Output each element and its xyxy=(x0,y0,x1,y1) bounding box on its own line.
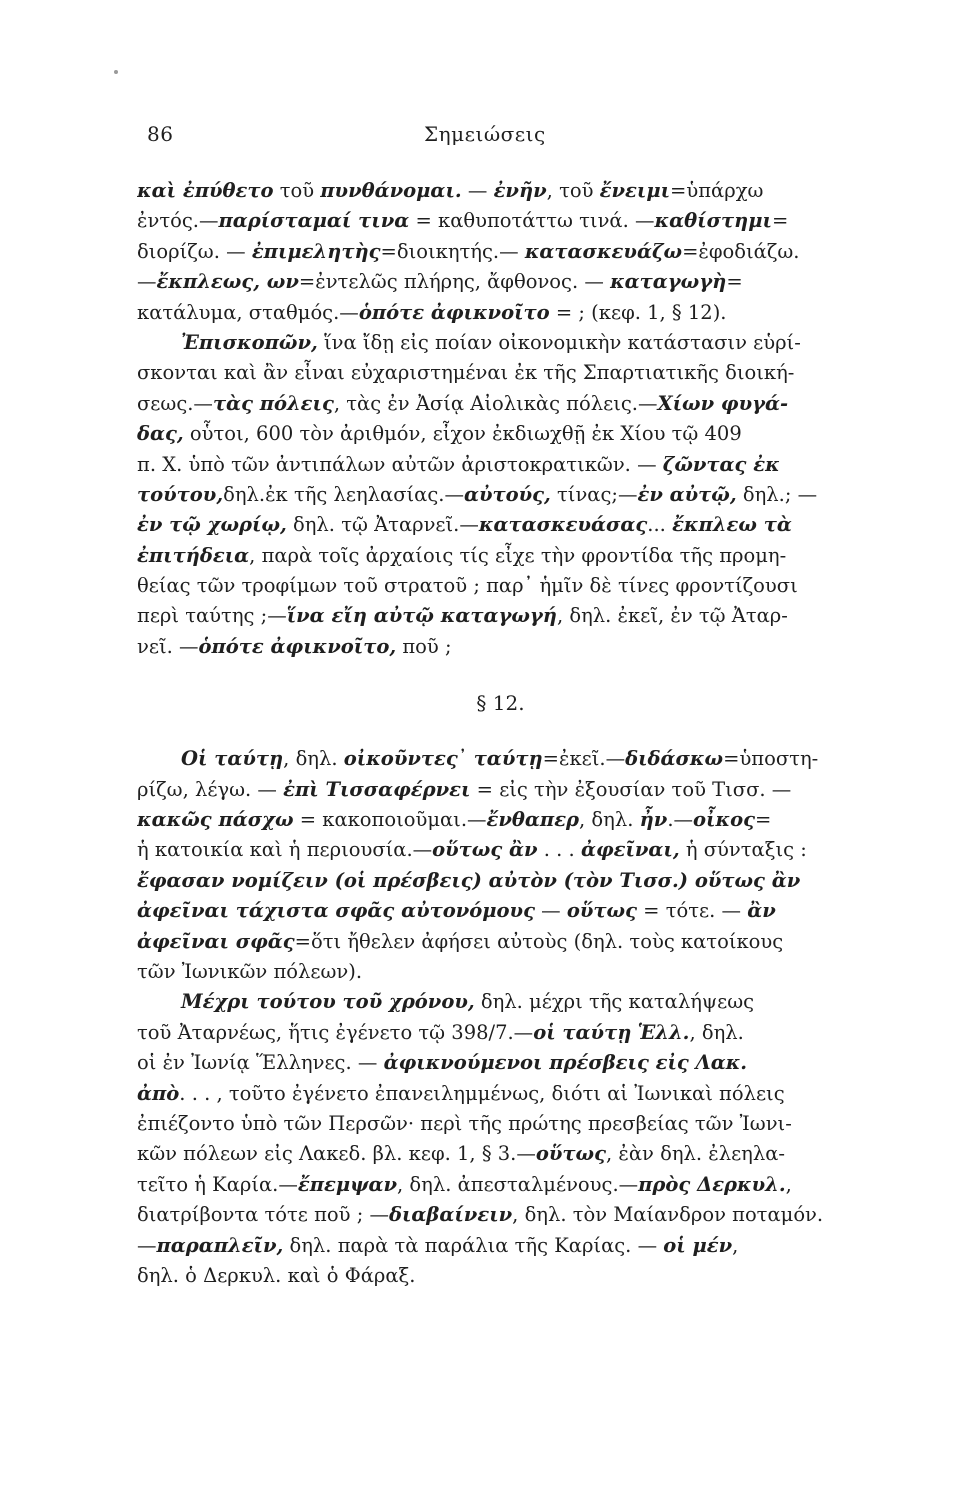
glossed-term: οἱ ταύτῃ xyxy=(533,1020,632,1044)
glossed-term: τὰς πόλεις xyxy=(212,391,334,415)
gloss-text: .— xyxy=(667,808,694,832)
gloss-text: , δηλ. xyxy=(689,1020,744,1044)
gloss-text: δηλ.; — xyxy=(736,482,818,506)
glossed-term: ἔνθαπερ xyxy=(486,808,580,832)
text-line xyxy=(137,298,849,328)
gloss-text: =ἐκεῖ.— xyxy=(542,747,626,771)
gloss-text: διορίζω. — xyxy=(137,239,252,263)
text-line xyxy=(137,480,849,510)
gloss-text: , παρὰ τοῖς ἀρχαίοις τίς εἶχε τὴν φροντίδα τῆς προμη- xyxy=(249,543,787,567)
spacer xyxy=(137,662,849,680)
text-line xyxy=(137,328,849,358)
glossed-term: οἶκος xyxy=(693,808,755,832)
gloss-text: ᾽ xyxy=(457,747,474,771)
gloss-text: ποῦ ; xyxy=(396,634,452,658)
gloss-text: = καθυποτάττω τινά. — xyxy=(409,209,655,233)
glossed-term: ἐνῆν xyxy=(493,179,547,202)
text-line xyxy=(137,1231,849,1261)
gloss-text: τοῦ xyxy=(273,179,321,202)
text-line xyxy=(137,896,849,926)
gloss-text: , xyxy=(732,1233,739,1257)
glossed-term: ζῶντας ἐκ xyxy=(662,452,780,476)
section-mark: § 12. xyxy=(476,691,525,716)
gloss-text: ἵνα ἴδῃ εἰς ποίαν οἰκονομικὴν κατάστασιν εὑρί- xyxy=(317,330,801,354)
glossed-term: Μέχρι τούτου τοῦ χρόνου, xyxy=(181,990,475,1014)
glossed-term: κατασκευάζω xyxy=(524,239,683,263)
text-line xyxy=(137,1200,849,1230)
gloss-text: οἱ ἐν Ἰωνίᾳ Ἕλληνες. — xyxy=(137,1051,384,1075)
glossed-term: ἀφεῖναι, xyxy=(580,838,680,862)
glossed-term: οὕτως xyxy=(566,899,637,923)
glossed-term: οὕτως xyxy=(535,1142,606,1166)
glossed-term: ὁπότε ἀφικνοῖτο xyxy=(358,300,550,324)
gloss-text: = xyxy=(771,209,789,233)
page-number: 86 xyxy=(147,122,174,146)
gloss-text: ἐντός.— xyxy=(137,209,219,233)
spacer xyxy=(137,726,849,744)
glossed-term: ὁπότε ἀφικνοῖτο, xyxy=(198,634,397,658)
text-line xyxy=(137,389,849,419)
page-header xyxy=(147,122,847,154)
glossed-term: ἦν xyxy=(639,808,668,832)
text-line xyxy=(137,601,849,631)
glossed-term: ἀφικνούμενοι πρέσβεις εἰς Λακ. xyxy=(383,1051,748,1075)
gloss-text: π. Χ. ὑπὸ τῶν ἀντιπάλων αὐτῶν ἀριστοκρατικῶν. — xyxy=(137,452,663,476)
glossed-term: ἂν xyxy=(747,899,776,923)
gloss-text: = ; (κεφ. 1, § 12). xyxy=(549,300,727,324)
gloss-text: δηλ. μέχρι τῆς καταλήψεως xyxy=(474,990,755,1014)
gloss-text: , ἐὰν δηλ. ἐλεηλα- xyxy=(606,1142,785,1166)
glossed-term: ἐπιμελητὴς xyxy=(251,239,381,263)
glossed-term: δας, xyxy=(137,422,184,446)
text-line xyxy=(137,775,849,805)
gloss-text: τῶν Ἰωνικῶν πόλεων). xyxy=(137,959,363,983)
gloss-text: ἡ σύνταξις : xyxy=(679,838,807,862)
gloss-text: = xyxy=(726,270,743,294)
text-line xyxy=(137,1048,849,1078)
gloss-text: δηλ. παρὰ τὰ παράλια τῆς Καρίας. — xyxy=(283,1233,664,1257)
glossed-term: κατασκευάσας xyxy=(478,513,648,537)
glossed-term: πρὸς Δερκυλ. xyxy=(638,1172,786,1196)
gloss-text: , τὰς ἐν Ἀσίᾳ Αἰολικὰς πόλεις.— xyxy=(333,391,658,415)
gloss-text: , xyxy=(785,1172,792,1196)
running-title: Σημειώσεις xyxy=(424,122,546,146)
gloss-text: τεῖτο ἡ Καρία.— xyxy=(137,1172,298,1196)
glossed-term: οἰκοῦντες xyxy=(343,747,458,771)
gloss-text: δηλ.ἐκ τῆς λεηλασίας.— xyxy=(223,482,464,506)
text-line xyxy=(137,987,849,1017)
gloss-text: — xyxy=(534,899,567,923)
gloss-text: θείας τῶν τροφίμων τοῦ στρατοῦ ; παρ᾽ ἡμῖν δὲ τίνες φροντίζουσι xyxy=(137,574,798,598)
glossed-term: ἐν τῷ χωρίῳ, xyxy=(137,513,287,537)
gloss-text: , δηλ. ἀπεσταλμένους.— xyxy=(397,1172,639,1196)
text-line xyxy=(137,450,849,480)
notes-part-2 xyxy=(137,744,849,1291)
gloss-text: τοῦ Ἀταρνέως, ἥτις ἐγένετο τῷ 398/7.— xyxy=(137,1020,534,1044)
glossed-term: ἔνειμι xyxy=(599,179,671,202)
gloss-text: =ἐφοδιάζω. xyxy=(682,239,800,263)
glossed-term: παραπλεῖν, xyxy=(156,1233,284,1257)
glossed-term: ταύτῃ xyxy=(473,747,543,771)
text-line xyxy=(137,541,849,571)
gloss-text: σεως.— xyxy=(137,391,213,415)
text-line xyxy=(137,1079,849,1109)
gloss-text: , δηλ. τὸν Μαίανδρον ποταμόν. xyxy=(512,1203,824,1227)
text-line xyxy=(137,267,849,297)
glossed-term: Ἐπισκοπῶν, xyxy=(181,330,318,354)
glossed-term: Οἱ ταύτῃ xyxy=(181,747,284,771)
gloss-text: =ὅτι ἤθελεν ἀφήσει αὐτοὺς (δηλ. τοὺς κατοίκους xyxy=(294,929,784,953)
gloss-text: νεῖ. — xyxy=(137,634,199,658)
text-line xyxy=(137,1170,849,1200)
text-line xyxy=(137,1109,849,1139)
text-line xyxy=(137,744,849,774)
text-line xyxy=(137,237,849,267)
glossed-term: ἀφεῖναι τάχιστα σφᾶς αὐτονόμους xyxy=(137,899,535,923)
glossed-term: ἔφασαν νομίζειν (οἱ πρέσβεις) αὐτὸν (τὸν Τισσ.) οὕτως ἂν xyxy=(137,868,801,892)
text-line xyxy=(137,1018,849,1048)
glossed-term: παρίσταμαί τινα xyxy=(218,209,410,233)
gloss-text: , δηλ. xyxy=(283,747,344,771)
gloss-text: — xyxy=(137,1233,157,1257)
text-line xyxy=(137,510,849,540)
gloss-text: περὶ ταύτης ;— xyxy=(137,604,287,628)
glossed-term: Ἑλλ. xyxy=(637,1020,690,1044)
gloss-text: = εἰς τὴν ἐξουσίαν τοῦ Τισσ. — xyxy=(470,777,792,801)
text-line xyxy=(137,866,849,896)
text-line xyxy=(137,571,849,601)
glossed-term: Χίων φυγά- xyxy=(657,391,789,415)
glossed-term: ἵνα εἴη αὐτῷ καταγωγή xyxy=(286,604,557,628)
gloss-text: = τότε. — xyxy=(636,899,748,923)
text-line xyxy=(137,206,849,236)
gloss-text: οὗτοι, 600 τὸν ἀριθμόν, εἶχον ἐκδιωχθῇ ἐκ Χίου τῷ 409 xyxy=(183,422,742,446)
glossed-term: ἔκπλεω τὰ xyxy=(672,513,792,537)
glossed-term: ἀπὸ xyxy=(137,1081,180,1105)
glossed-term: ἀφεῖναι σφᾶς xyxy=(137,929,295,953)
gloss-text: , τοῦ xyxy=(546,179,600,202)
gloss-text: — xyxy=(137,270,157,294)
glossed-term: κακῶς πάσχω xyxy=(137,808,294,832)
glossed-term: καὶ ἐπύθετο xyxy=(137,179,274,202)
gloss-text: ἐπιέζοντο ὑπὸ τῶν Περσῶν· περὶ τῆς πρώτης πρεσβείας τῶν Ἰωνι- xyxy=(137,1111,792,1135)
gloss-text: =ὑποστη- xyxy=(723,747,819,771)
gloss-text: , δηλ. xyxy=(579,808,640,832)
gloss-text: διατρίβοντα τότε ποῦ ; — xyxy=(137,1203,389,1227)
text-line xyxy=(137,358,849,388)
gloss-text: =ὑπάρχω xyxy=(670,179,764,202)
glossed-term: οὕτως ἂν xyxy=(432,838,538,862)
glossed-term: τούτου, xyxy=(137,482,224,506)
glossed-term: διαβαίνειν xyxy=(388,1203,513,1227)
gloss-text: κῶν πόλεων εἰς Λακεδ. βλ. κεφ. 1, § 3.— xyxy=(137,1142,536,1166)
glossed-term: οἱ μέν xyxy=(663,1233,733,1257)
gloss-text: = κακοποιοῦμαι.— xyxy=(293,808,487,832)
glossed-term: αὐτούς, xyxy=(463,482,551,506)
gloss-text: ρίζω, λέγω. — xyxy=(137,777,284,801)
glossed-term: ἐπιτήδεια xyxy=(137,543,250,567)
notes-part-1 xyxy=(137,176,849,662)
gloss-text: τίνας;— xyxy=(550,482,638,506)
text-line xyxy=(137,1261,849,1291)
gloss-text: , δηλ. ἐκεῖ, ἐν τῷ Ἀταρ- xyxy=(556,604,788,628)
text-line xyxy=(137,835,849,865)
gloss-text: ἡ κατοικία καὶ ἡ περιουσία.— xyxy=(137,838,433,862)
glossed-term: διδάσκω xyxy=(625,747,724,771)
text-line xyxy=(137,805,849,835)
gloss-text: σκονται καὶ ἂν εἶναι εὐχαριστημέναι ἐκ τῆς Σπαρτιατικῆς διοική- xyxy=(137,361,795,385)
notes-text xyxy=(137,176,849,1291)
text-line xyxy=(137,176,849,206)
text-line xyxy=(137,927,849,957)
gloss-text: =διοικητής.— xyxy=(380,239,525,263)
glossed-term: ἐν αὐτῷ, xyxy=(637,482,737,506)
glossed-term: ἔκπλεως, ων xyxy=(156,270,299,294)
glossed-term: ἐπὶ Τισσαφέρνει xyxy=(283,777,471,801)
text-line xyxy=(137,1139,849,1169)
gloss-text: δηλ. ὁ Δερκυλ. καὶ ὁ Φάραξ. xyxy=(137,1263,416,1287)
paper-speck xyxy=(114,70,118,74)
gloss-text: ... xyxy=(647,513,673,537)
gloss-text: . . . , τοῦτο ἐγένετο ἐπανειλημμένως, διότι αἱ Ἰωνικαὶ πόλεις xyxy=(179,1081,785,1105)
gloss-text: = xyxy=(754,808,772,832)
text-line xyxy=(137,419,849,449)
gloss-text: — xyxy=(461,179,494,202)
gloss-text: κατάλυμα, σταθμός.— xyxy=(137,300,359,324)
section-heading xyxy=(137,680,849,726)
glossed-term: πυνθάνομαι. xyxy=(320,179,462,202)
gloss-text: =ἐντελῶς πλήρης, ἄφθονος. — xyxy=(298,270,611,294)
glossed-term: καταγωγὴ xyxy=(610,270,727,294)
text-line xyxy=(137,957,849,987)
gloss-text: δηλ. τῷ Ἀταρνεῖ.— xyxy=(286,513,479,537)
glossed-term: καθίστημι xyxy=(654,209,772,233)
glossed-term: ἔπεμψαν xyxy=(297,1172,398,1196)
gloss-text: . . . xyxy=(537,838,581,862)
text-line xyxy=(137,632,849,662)
